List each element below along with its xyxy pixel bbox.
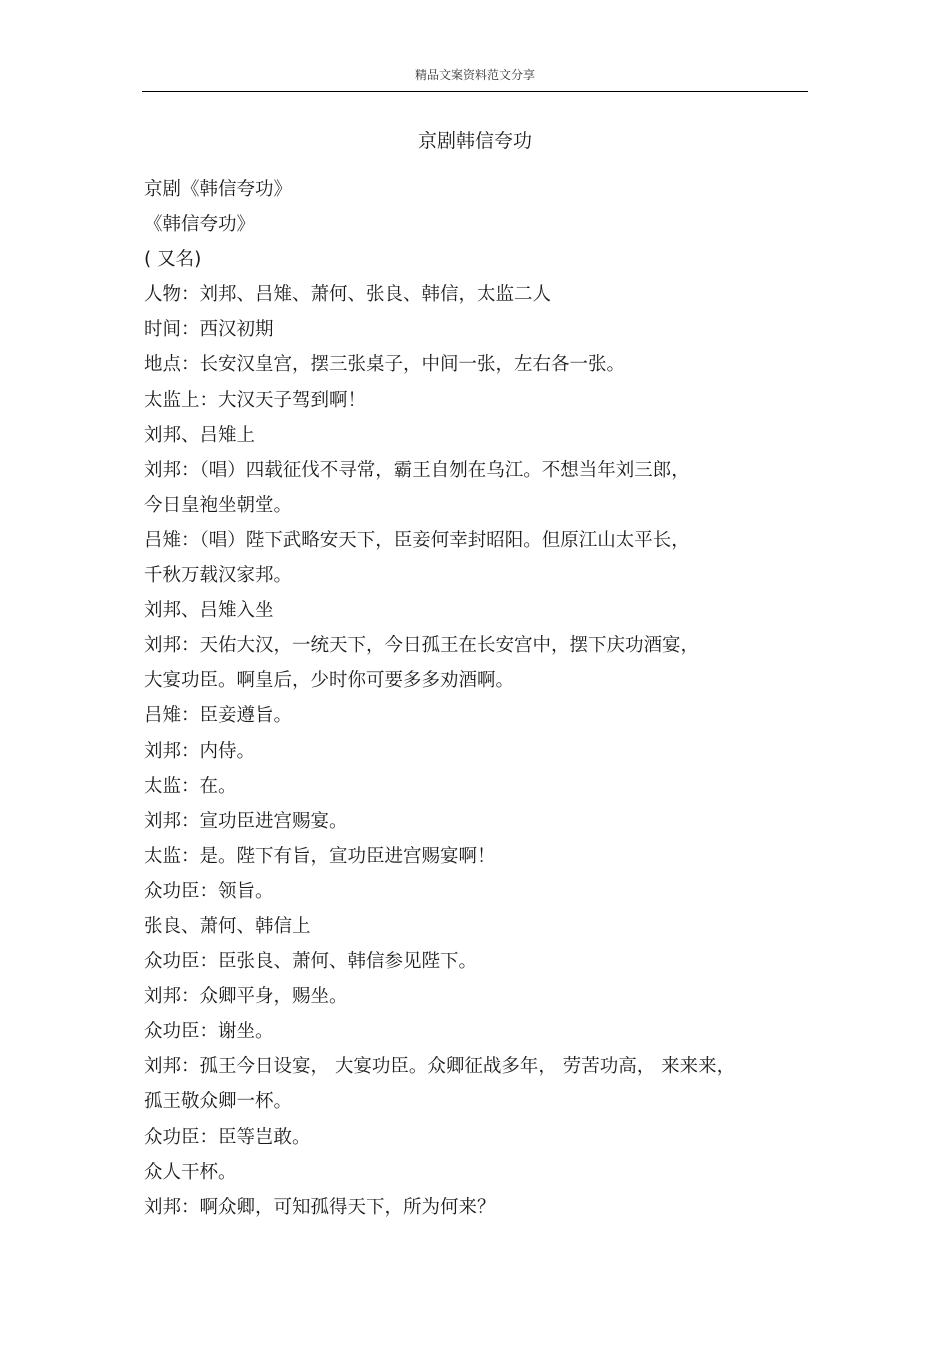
text-line: 刘邦：啊众卿，可知孤得天下，所为何来？ [144, 1196, 496, 1218]
text-line: 京剧《韩信夸功》 [144, 179, 293, 200]
header-divider [142, 91, 808, 92]
text-line: 众功臣：领旨。 [144, 880, 274, 902]
text-line: 众功臣：谢坐。 [144, 1021, 274, 1043]
text-line: 大宴功臣。啊皇后，少时你可要多多劝酒啊。 [144, 670, 515, 692]
document-title: 京剧韩信夸功 [417, 130, 532, 152]
text-line: 太监上：大汉天子驾到啊！ [144, 389, 367, 411]
text-line: 太监：是。陛下有旨，宣功臣进宫赐宴啊！ [144, 845, 496, 867]
text-line: 刘邦：天佑大汉，一统天下，今日孤王在长安宫中，摆下庆功酒宴， [144, 635, 700, 657]
text-line: ( 又名) [144, 249, 202, 271]
text-line: 刘邦：（唱）四载征伐不寻常，霸王自刎在乌江。不想当年刘三郎， [144, 459, 690, 481]
text-line: 吕雉：（唱）陛下武略安天下，臣妾何幸封昭阳。但原江山太平长， [144, 529, 690, 551]
text-line: 地点：长安汉皇宫，摆三张桌子，中间一张，左右各一张。 [144, 354, 626, 376]
document-body [144, 172, 804, 1225]
text-line: 张良、萧何、韩信上 [144, 915, 311, 937]
text-line: 《韩信夸功》 [144, 214, 256, 236]
text-line: 吕雉：臣妾遵旨。 [144, 705, 293, 727]
text-line: 刘邦、吕雉入坐 [144, 600, 274, 622]
text-line: 人物：刘邦、吕雉、萧何、张良、韩信，太监二人 [144, 284, 552, 306]
text-line: 众功臣：臣张良、萧何、韩信参见陛下。 [144, 951, 478, 973]
text-line: 今日皇袍坐朝堂。 [144, 494, 293, 516]
text-line: 刘邦：众卿平身，赐坐。 [144, 986, 348, 1008]
text-line: 孤王敬众卿一杯。 [144, 1091, 293, 1113]
text-line: 太监：在。 [144, 775, 237, 797]
text-line: 刘邦：内侍。 [144, 740, 256, 762]
text-line: 众功臣：臣等岂敢。 [144, 1126, 311, 1148]
text-line: 众人干杯。 [144, 1161, 237, 1183]
text-line: 刘邦、吕雉上 [144, 424, 256, 446]
text-line: 时间：西汉初期 [144, 319, 274, 341]
text-line: 千秋万载汉家邦。 [144, 565, 293, 587]
page-header: 精品文案资料范文分享 [414, 68, 535, 82]
text-line: 刘邦：孤王今日设宴， 大宴功臣。众卿征战多年， 劳苦功高， 来来来， [144, 1056, 736, 1078]
text-line: 刘邦：宣功臣进宫赐宴。 [144, 810, 348, 832]
